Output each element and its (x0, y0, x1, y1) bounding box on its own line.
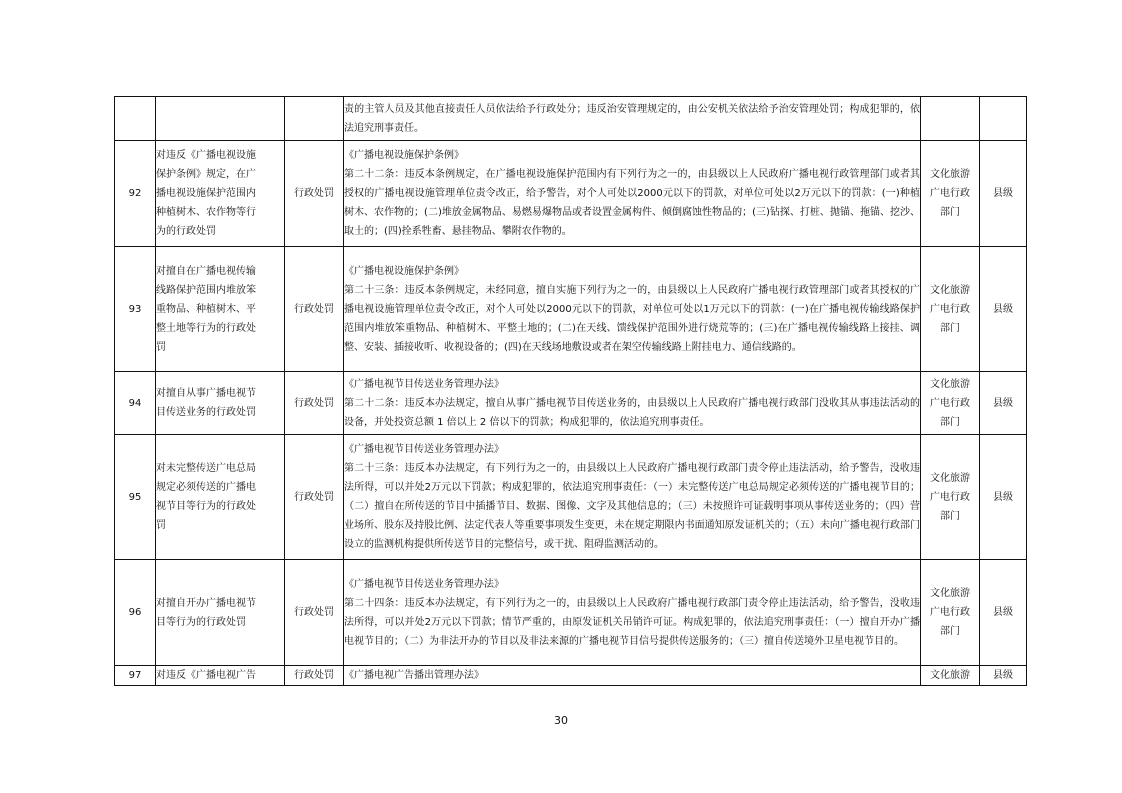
administrative-level: 县级 (980, 372, 1027, 435)
item-name (156, 247, 285, 372)
item-name-line: 保护条例》规定，在广 (156, 169, 256, 180)
table-row (115, 560, 1027, 666)
item-number (115, 97, 156, 141)
legal-basis-title: 《广播电视设施保护条例》 (344, 265, 464, 277)
legal-basis-text: 第二十三条：违反本条例规定，未经同意，擅自实施下列行为之一的，由县级以上人民政府广播电视行政管理部门或者其授权的广播电视设施管理单位责令改正，对个人可处以2000元以下的罚款，对单位可处以1万元以下的罚款：(一)在广播电视传输线路保护范围内堆放笨重物品、种植树木、平整土地的；(二)在天线、馈线保护范围外进行烧荒等的；(三)在广播电视传输线路上接挂、调整、安装、插接收听、收视设备的；(四)在天线场地敷设或者在架空传输线路上附挂电力、通信线路的。 (344, 284, 920, 353)
department-line: 文化旅游 (930, 169, 970, 180)
item-name-line: 罚 (156, 341, 166, 353)
department-line: 文化旅游 (930, 284, 970, 296)
item-name-line: 线路保护范围内堆放笨 (156, 284, 256, 296)
item-name (156, 97, 285, 141)
item-name-line: 播电视设施保护范围内 (156, 188, 256, 199)
responsible-department (921, 435, 980, 560)
item-name-line: 对违反《广播电视广告 (156, 670, 256, 681)
item-name-line: 种植树木、农作物等行 (156, 207, 256, 218)
legal-basis (344, 372, 921, 435)
legal-basis-text: 第二十二条：违反本办法规定，擅自从事广播电视节目传送业务的，由县级以上人民政府广播电视行政部门没收其从事违法活动的设备，并处投资总额 1 倍以上 2 倍以下的罚款；构成犯罪的，依法追究刑事责任。 (344, 397, 920, 428)
item-name-line: 目传送业务的行政处罚 (156, 407, 256, 418)
legal-basis-text: 责的主管人员及其他直接责任人员依法给予行政处分；违反治安管理规定的，由公安机关依法给予治安管理处罚；构成犯罪的，依法追究刑事责任。 (344, 103, 920, 134)
item-name-line: 重物品、种植树木、平 (156, 303, 256, 315)
item-type: 行政处罚 (285, 435, 344, 560)
table-row (115, 435, 1027, 560)
legal-basis (344, 97, 921, 141)
responsible-department (921, 97, 980, 141)
item-number: 96 (115, 560, 156, 666)
legal-basis-text: 第二十三条：违反本办法规定，有下列行为之一的，由县级以上人民政府广播电视行政部门责令停止违法活动，给予警告，没收违法所得，可以并处2万元以下罚款；构成犯罪的，依法追究刑事责任：（一）未完整传送广电总局规定必须传送的广播电视节目的；（二）擅自在所传送的节目中插播节目、数据、图像、文字及其他信息的；（三）未按照许可证载明事项从事传送业务的；（四）营业场所、股东及持股比例、法定代表人等重要事项发生变更，未在规定期限内书面通知原发证机关的；（五）未向广播电视行政部门设立的监测机构提供所传送节目的完整信号，或干扰、阻碍监测活动的。 (344, 463, 920, 550)
page-number: 30 (554, 714, 568, 727)
item-name (156, 435, 285, 560)
legal-basis-title: 《广播电视节目传送业务管理办法》 (344, 578, 504, 590)
department-line: 广电行政 (930, 491, 970, 503)
department-line: 文化旅游 (930, 378, 970, 390)
responsible-department (921, 666, 980, 686)
legal-basis (344, 435, 921, 560)
department-line: 广电行政 (930, 607, 970, 618)
item-name-line: 对未完整传送广电总局 (156, 463, 256, 474)
department-line: 文化旅游 (930, 588, 970, 599)
item-name-line: 罚 (156, 520, 166, 531)
penalty-table (114, 96, 1027, 686)
item-type: 行政处罚 (285, 247, 344, 372)
legal-basis-title: 《广播电视广告播出管理办法》 (344, 670, 484, 681)
item-type: 行政处罚 (285, 372, 344, 435)
table-row (115, 372, 1027, 435)
item-type (285, 97, 344, 141)
table-row (115, 97, 1027, 141)
table-row (115, 666, 1027, 686)
responsible-department (921, 560, 980, 666)
department-line: 广电行政 (930, 397, 970, 409)
department-line: 部门 (940, 626, 960, 637)
item-name (156, 141, 285, 247)
item-name-line: 对擅自从事广播电视节 (156, 388, 256, 399)
item-name-line: 目等行为的行政处罚 (156, 616, 246, 628)
item-name-line: 规定必须传送的广播电 (156, 482, 256, 493)
department-line: 部门 (940, 416, 960, 428)
item-number: 97 (115, 666, 156, 686)
responsible-department (921, 141, 980, 247)
item-number: 94 (115, 372, 156, 435)
department-line: 部门 (940, 207, 960, 218)
administrative-level: 县级 (980, 560, 1027, 666)
penalty-table-body (115, 97, 1027, 686)
table-row (115, 247, 1027, 372)
department-line: 部门 (940, 322, 960, 334)
item-name (156, 666, 285, 686)
department-line: 广电行政 (930, 303, 970, 315)
item-name (156, 560, 285, 666)
legal-basis (344, 666, 921, 686)
administrative-level: 县级 (980, 435, 1027, 560)
legal-basis (344, 247, 921, 372)
responsible-department (921, 247, 980, 372)
responsible-department (921, 372, 980, 435)
administrative-level (980, 97, 1027, 141)
item-name-line: 为的行政处罚 (156, 226, 216, 237)
legal-basis-title: 《广播电视节目传送业务管理办法》 (344, 378, 504, 390)
department-line: 广电行政 (930, 188, 970, 199)
item-name-line: 视节目等行为的行政处 (156, 501, 256, 512)
department-line: 文化旅游 (930, 472, 970, 484)
item-type: 行政处罚 (285, 666, 344, 686)
item-number: 92 (115, 141, 156, 247)
item-name-line: 对违反《广播电视设施 (156, 150, 256, 161)
department-line: 部门 (940, 510, 960, 522)
item-number: 93 (115, 247, 156, 372)
administrative-level: 县级 (980, 666, 1027, 686)
item-name (156, 372, 285, 435)
item-type: 行政处罚 (285, 560, 344, 666)
item-name-line: 对擅自在广播电视传输 (156, 265, 256, 277)
item-name-line: 整土地等行为的行政处 (156, 322, 256, 334)
item-type: 行政处罚 (285, 141, 344, 247)
department-line: 文化旅游 (930, 670, 970, 681)
legal-basis-text: 第二十四条：违反本办法规定，有下列行为之一的，由县级以上人民政府广播电视行政部门责令停止违法活动，给予警告，没收违法所得，可以并处2万元以下罚款；情节严重的，由原发证机关吊销许可证。构成犯罪的，依法追究刑事责任：（一）擅自开办广播电视节目的；（二）为非法开办的节目以及非法来源的广播电视节目信号提供传送服务的；（三）擅自传送境外卫星电视节目的。 (344, 597, 920, 647)
table-row (115, 141, 1027, 247)
legal-basis (344, 141, 921, 247)
administrative-level: 县级 (980, 247, 1027, 372)
legal-basis (344, 560, 921, 666)
legal-basis-title: 《广播电视设施保护条例》 (344, 150, 464, 161)
legal-basis-title: 《广播电视节目传送业务管理办法》 (344, 444, 504, 455)
legal-basis-text: 第二十二条：违反本条例规定，在广播电视设施保护范围内有下列行为之一的，由县级以上人民政府广播电视行政管理部门或者其授权的广播电视设施管理单位责令改正，给予警告，对个人可处以2000元以下的罚款，对单位可处以2万元以下的罚款：(一)种植树木、农作物的；(二)堆放金属物品、易燃易爆物品或者设置金属构件、倾倒腐蚀性物品的；(三)钻探、打桩、抛锚、拖锚、挖沙、取土的；(四)拴系牲畜、悬挂物品、攀附农作物的。 (344, 169, 920, 237)
administrative-level: 县级 (980, 141, 1027, 247)
item-name-line: 对擅自开办广播电视节 (156, 597, 256, 609)
item-number: 95 (115, 435, 156, 560)
